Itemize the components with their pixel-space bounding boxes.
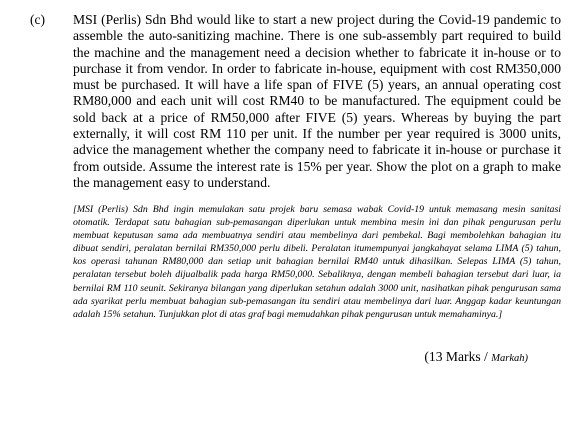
question-text-malay: [MSI (Perlis) Sdn Bhd ingin memulakan satu projek baru semasa wabak Covid-19 untuk memasang mesin sanitasi otomatik. Terdapat satu bahagian sub-pemasangan diperlukan untuk membina mesin ini dan pihak pengurusan perlu membuat keputusan sama ada membuatnya sendiri atau membelinya dari pembekal. Bagi membolehkan bahagian itu dibuat sendiri, peralatan bernilai RM350,000 perlu dibeli. Peralatan itumempunyai jangkahayat selama LIMA (5) tahun, kos operasi tahunan RM80,000 dan setiap unit bahagian bernilai RM40 untuk dihasilkan. Selepas LIMA (5) tahun, peralatan tersebut boleh dijualbalik pada harga RM50,000. Sebaliknya, dengan membeli bahagian tersebut dari luar, ia bernilai RM 110 seunit. Sekiranya bilangan yang diperlukan setahun adalah 3000 unit, nasihatkan pihak pengurusan sama ada syarikat perlu membuat bahagian sub-pemasangan itu sendiri atau membelinya dari luar. Anggap kadar keuntungan adalah 15% setahun. Tunjukkan plot di atas graf bagi memudahkan pihak pengurusan untuk memahaminya.]	[73, 204, 561, 320]
marks-allocation	[424, 349, 528, 367]
marks-english: (13 Marks /	[424, 349, 488, 364]
question-label: (c)	[30, 12, 46, 27]
question-text-english: MSI (Perlis) Sdn Bhd would like to start a new project during the Covid-19 pandemic to assemble the auto-sanitizing machine. There is one sub-assembly part required to build the machine and the management need a decision whether to fabricate it in-house or to purchase it from vendor. In order to fabricate in-house, equipment with cost RM350,000 must be purchased. It will have a life span of FIVE (5) years, an annual operating cost RM80,000 and each unit will cost RM40 to be manufactured. The equipment could be sold back at a price of RM50,000 after FIVE (5) years. Whereas by buying the part externally, it will cost RM 110 per unit. If the number per year required is 3000 units, advice the management whether the company need to fabricate it in-house or purchase it from outside. Assume the interest rate is 15% per year. Show the plot on a graph to make the management easy to understand.	[73, 12, 561, 190]
marks-malay: Markah)	[491, 353, 528, 364]
